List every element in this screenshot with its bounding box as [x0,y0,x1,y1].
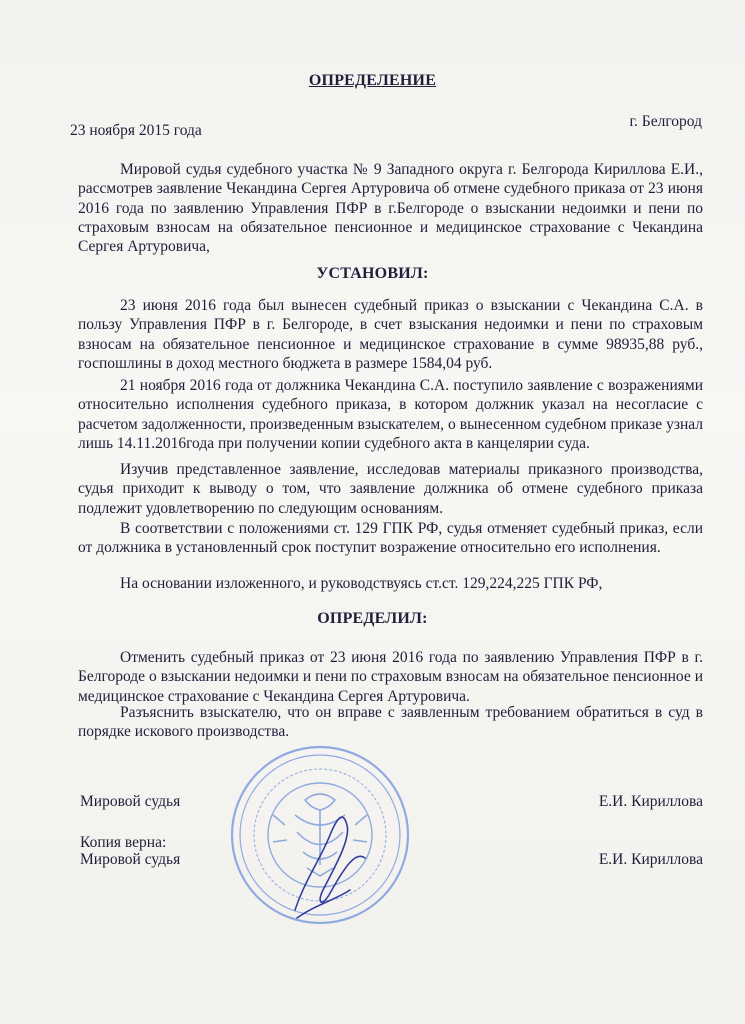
intro-paragraph: Мировой судья судебного участка № 9 Западного округа г. Белгорода Кириллова Е.И., рассмотрев заявление Чекандина Сергея Артуровича об отмене судебного приказа от 23 июня 2016 года по заявлению Управления ПФР в г.Белгороде о взыскании недоимки и пени по страховым взносам на обязательное пенсионное и медицинское страхование с Чекандина Сергея Артуровича, [78,161,703,256]
document-title [0,72,745,90]
signature-row-2 [80,850,703,870]
document-title-text: ОПРЕДЕЛЕНИЕ [308,72,437,89]
ruling-paragraph-1: Отменить судебный приказ от 23 июня 2016 года по заявлению Управления ПФР в г. Белгороде о взыскании недоимки и пени по страховым взносам на обязательное пенсионное и медицинское страхование с Чекандина Сергея Артуровича. [78,649,703,705]
section-heading-opredelil [0,610,745,628]
section-heading-ustanovil-text: УСТАНОВИЛ: [316,265,429,282]
copy-note-text: Копия верна: [80,834,167,851]
signature-row-1 [80,792,703,812]
signature-name: Е.И. Кириллова [598,793,703,810]
document-date: 23 ноября 2015 года [70,122,202,139]
established-paragraph-3: Изучив представленное заявление, исследовав материалы приказного производства, судья приходит к выводу о том, что заявление должника об отмене судебного приказа подлежит удовлетворению по следующим основаниям. [78,461,703,517]
signature-name: Е.И. Кириллова [598,851,703,868]
established-paragraph-4: В соответствии с положениями ст. 129 ГПК РФ, судья отменяет судебный приказ, если от должника в установленный срок поступит возражение относительно его исполнения. [78,520,703,557]
signature-role: Мировой судья [80,851,181,868]
established-paragraph-1: 23 июня 2016 года был вынесен судебный приказ о взыскании с Чекандина С.А. в пользу Управления ПФР в г. Белгороде, в счет взыскания недоимки и пени по страховым взносам на обязательное пенсионное и медицинское страхование в сумме 98935,88 руб., госпошлины в доход местного бюджета в размере 1584,04 руб. [78,297,703,372]
ruling-paragraph-2: Разъяснить взыскателю, что он вправе с заявленным требованием обратиться в суд в порядке искового производства. [78,704,703,741]
established-paragraph-5: На основании изложенного, и руководствуясь ст.ст. 129,224,225 ГПК РФ, [120,575,603,592]
established-paragraph-2: 21 ноября 2016 года от должника Чекандина С.А. поступило заявление с возражениями относительно исполнения судебного приказа, в котором должник указал на несогласие с расчетом задолженности, произведенным взыскателем, о вынесенном судебном приказе узнал лишь 14.11.2016года при получении копии судебного акта в канцелярии суда. [78,377,703,452]
signature-role: Мировой судья [80,793,181,810]
section-heading-opredelil-text: ОПРЕДЕЛИЛ: [317,610,428,627]
document-city: г. Белгород [629,113,702,130]
section-heading-ustanovil [0,265,745,283]
date-city-row [70,113,702,141]
